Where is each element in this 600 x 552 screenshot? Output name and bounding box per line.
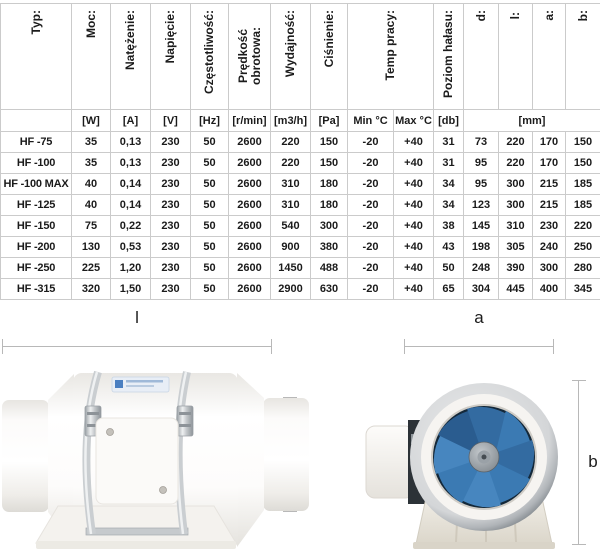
cell: 400 bbox=[533, 279, 566, 300]
cell: -20 bbox=[348, 216, 394, 237]
cell: 50 bbox=[191, 237, 229, 258]
cell: 2600 bbox=[229, 195, 271, 216]
cell: 230 bbox=[533, 216, 566, 237]
cell: 220 bbox=[271, 132, 311, 153]
cell: 150 bbox=[566, 153, 600, 174]
cell: -20 bbox=[348, 258, 394, 279]
screw-icon bbox=[160, 487, 167, 494]
cell: 180 bbox=[311, 195, 348, 216]
cell: 230 bbox=[151, 279, 191, 300]
column-header-typ-label: Typ: bbox=[28, 10, 43, 35]
screw-icon bbox=[107, 429, 114, 436]
cell: 230 bbox=[151, 258, 191, 279]
cell: -20 bbox=[348, 132, 394, 153]
cell: 230 bbox=[151, 132, 191, 153]
cell: 280 bbox=[566, 258, 600, 279]
cell-typ: HF -75 bbox=[1, 132, 72, 153]
cell: -20 bbox=[348, 279, 394, 300]
cell: 185 bbox=[566, 174, 600, 195]
column-header-moc-label: Moc: bbox=[83, 10, 98, 38]
cell: 50 bbox=[434, 258, 464, 279]
cell: 230 bbox=[151, 195, 191, 216]
column-header-b bbox=[566, 4, 600, 110]
column-header-d-label: d: bbox=[473, 10, 488, 22]
cell: 0,22 bbox=[111, 216, 151, 237]
column-header-a-label: a: bbox=[541, 10, 556, 21]
cell: 304 bbox=[464, 279, 499, 300]
table-row bbox=[1, 279, 600, 300]
cell: 50 bbox=[191, 279, 229, 300]
unit-cell-min: Min °C bbox=[348, 110, 394, 132]
column-header-czestotliwosc bbox=[191, 4, 229, 110]
cell: 2600 bbox=[229, 237, 271, 258]
column-header-predkosc bbox=[229, 4, 271, 110]
dimension-line-l bbox=[2, 346, 272, 347]
table-row bbox=[1, 132, 600, 153]
cell: 50 bbox=[191, 132, 229, 153]
cell: 1450 bbox=[271, 258, 311, 279]
column-header-a bbox=[533, 4, 566, 110]
cell: 230 bbox=[151, 237, 191, 258]
cell: 35 bbox=[72, 153, 111, 174]
cell: -20 bbox=[348, 153, 394, 174]
cell: 220 bbox=[271, 153, 311, 174]
cell: 0,13 bbox=[111, 132, 151, 153]
cell: 310 bbox=[271, 174, 311, 195]
unit-cell-a: [A] bbox=[111, 110, 151, 132]
cell: 31 bbox=[434, 153, 464, 174]
unit-cell-pa: [Pa] bbox=[311, 110, 348, 132]
cell: 0,53 bbox=[111, 237, 151, 258]
units-row bbox=[1, 110, 600, 132]
cell: 50 bbox=[191, 258, 229, 279]
cell: 150 bbox=[311, 132, 348, 153]
column-header-napiecie bbox=[151, 4, 191, 110]
cell: +40 bbox=[394, 174, 434, 195]
column-header-l-label: l: bbox=[508, 11, 522, 19]
column-header-napiecie-label: Napięcie: bbox=[163, 10, 177, 64]
cell: 2600 bbox=[229, 132, 271, 153]
cell: 145 bbox=[464, 216, 499, 237]
cell: 0,14 bbox=[111, 195, 151, 216]
cell: 215 bbox=[533, 174, 566, 195]
cell: 220 bbox=[499, 153, 533, 174]
cell: 75 bbox=[72, 216, 111, 237]
unit-cell-mm: [mm] bbox=[464, 110, 600, 132]
cell: 320 bbox=[72, 279, 111, 300]
cell: 630 bbox=[311, 279, 348, 300]
column-header-typ bbox=[1, 4, 72, 110]
cell: 310 bbox=[499, 216, 533, 237]
column-header-natezenie bbox=[111, 4, 151, 110]
cell: 1,50 bbox=[111, 279, 151, 300]
column-header-d bbox=[464, 4, 499, 110]
cell: 40 bbox=[72, 195, 111, 216]
cell: -20 bbox=[348, 195, 394, 216]
unit-cell-max: Max °C bbox=[394, 110, 434, 132]
cell: 250 bbox=[566, 237, 600, 258]
column-header-l bbox=[499, 4, 533, 110]
column-header-b-label: b: bbox=[575, 10, 590, 22]
cell: 305 bbox=[499, 237, 533, 258]
dimension-label-l: l bbox=[135, 308, 139, 327]
column-header-temp-pracy bbox=[348, 4, 434, 110]
cell: -20 bbox=[348, 174, 394, 195]
cell-typ: HF -100 bbox=[1, 153, 72, 174]
cell: 34 bbox=[434, 174, 464, 195]
dimension-label-a: a bbox=[474, 308, 484, 327]
cell: 95 bbox=[464, 174, 499, 195]
cell: +40 bbox=[394, 237, 434, 258]
cell: 225 bbox=[72, 258, 111, 279]
cell: 170 bbox=[533, 132, 566, 153]
cell: 300 bbox=[533, 258, 566, 279]
dimension-line-a bbox=[404, 346, 554, 347]
cell: 50 bbox=[191, 195, 229, 216]
column-header-cisnienie-label: Ciśnienie: bbox=[321, 10, 336, 68]
cell: 43 bbox=[434, 237, 464, 258]
cell: 2600 bbox=[229, 153, 271, 174]
column-header-natezenie-label: Natężenie: bbox=[123, 10, 137, 71]
cell: 65 bbox=[434, 279, 464, 300]
table-row bbox=[1, 174, 600, 195]
table-row bbox=[1, 258, 600, 279]
fan-label-sticker bbox=[112, 377, 169, 392]
cell: 300 bbox=[311, 216, 348, 237]
fan-right-duct bbox=[237, 373, 309, 547]
cell-typ: HF -250 bbox=[1, 258, 72, 279]
cell: 540 bbox=[271, 216, 311, 237]
table-row bbox=[1, 216, 600, 237]
cell: 73 bbox=[464, 132, 499, 153]
cell: 220 bbox=[566, 216, 600, 237]
cell: 50 bbox=[191, 174, 229, 195]
header-row bbox=[1, 4, 600, 110]
cell: 150 bbox=[566, 132, 600, 153]
column-header-predkosc-label: Prędkość obrotowa: bbox=[235, 27, 263, 85]
cell: +40 bbox=[394, 216, 434, 237]
cell: 300 bbox=[499, 195, 533, 216]
cell: 2600 bbox=[229, 258, 271, 279]
cell: 31 bbox=[434, 132, 464, 153]
cell: 2600 bbox=[229, 279, 271, 300]
cell: 445 bbox=[499, 279, 533, 300]
table-row bbox=[1, 195, 600, 216]
cell: 900 bbox=[271, 237, 311, 258]
cell: 38 bbox=[434, 216, 464, 237]
cell: 150 bbox=[311, 153, 348, 174]
cell: +40 bbox=[394, 195, 434, 216]
cell: 170 bbox=[533, 153, 566, 174]
cell-typ: HF -125 bbox=[1, 195, 72, 216]
fan-front-view-image bbox=[330, 360, 590, 552]
cell: 130 bbox=[72, 237, 111, 258]
cell: 230 bbox=[151, 153, 191, 174]
cell: 34 bbox=[434, 195, 464, 216]
cell: 230 bbox=[151, 216, 191, 237]
column-header-poziom-halasu-label: Poziom hałasu: bbox=[441, 10, 455, 99]
cell: 123 bbox=[464, 195, 499, 216]
unit-cell-w: [W] bbox=[72, 110, 111, 132]
dimension-label-b: b bbox=[588, 452, 598, 471]
cell: -20 bbox=[348, 237, 394, 258]
hub-screw-icon bbox=[482, 455, 487, 460]
cell: 390 bbox=[499, 258, 533, 279]
fan-junction-box bbox=[96, 418, 178, 504]
column-header-temp-pracy-label: Temp pracy: bbox=[383, 10, 397, 81]
cell: +40 bbox=[394, 258, 434, 279]
column-header-czestotliwosc-label: Częstotliwość: bbox=[202, 10, 216, 95]
fan-side-view-image bbox=[0, 360, 312, 552]
table-row bbox=[1, 153, 600, 174]
unit-cell-empty bbox=[1, 110, 72, 132]
cell: 2600 bbox=[229, 216, 271, 237]
cell: 300 bbox=[499, 174, 533, 195]
fan-mounting-bracket bbox=[36, 506, 236, 549]
cell-typ: HF -200 bbox=[1, 237, 72, 258]
cell-typ: HF -100 MAX bbox=[1, 174, 72, 195]
column-header-wydajnosc-label: Wydajność: bbox=[283, 10, 297, 78]
cell: 215 bbox=[533, 195, 566, 216]
cell: 180 bbox=[311, 174, 348, 195]
cell: +40 bbox=[394, 279, 434, 300]
cell: 220 bbox=[499, 132, 533, 153]
cell: 1,20 bbox=[111, 258, 151, 279]
cell: 230 bbox=[151, 174, 191, 195]
cell: +40 bbox=[394, 132, 434, 153]
column-header-moc bbox=[72, 4, 111, 110]
unit-cell-hz: [Hz] bbox=[191, 110, 229, 132]
cell: 50 bbox=[191, 216, 229, 237]
unit-cell-db: [db] bbox=[434, 110, 464, 132]
cell: 248 bbox=[464, 258, 499, 279]
cell: 345 bbox=[566, 279, 600, 300]
cell: 310 bbox=[271, 195, 311, 216]
cell: +40 bbox=[394, 153, 434, 174]
cell: 0,14 bbox=[111, 174, 151, 195]
table-row bbox=[1, 237, 600, 258]
cell: 185 bbox=[566, 195, 600, 216]
column-header-wydajnosc bbox=[271, 4, 311, 110]
cell: 198 bbox=[464, 237, 499, 258]
cell: 240 bbox=[533, 237, 566, 258]
unit-cell-v: [V] bbox=[151, 110, 191, 132]
unit-cell-m3h: [m3/h] bbox=[271, 110, 311, 132]
cell: 2600 bbox=[229, 174, 271, 195]
cell: 50 bbox=[191, 153, 229, 174]
cell: 2900 bbox=[271, 279, 311, 300]
cell: 95 bbox=[464, 153, 499, 174]
cell: 0,13 bbox=[111, 153, 151, 174]
spec-table bbox=[0, 3, 600, 300]
column-header-cisnienie bbox=[311, 4, 348, 110]
cell: 40 bbox=[72, 174, 111, 195]
cell: 35 bbox=[72, 132, 111, 153]
cell-typ: HF -150 bbox=[1, 216, 72, 237]
column-header-poziom-halasu bbox=[434, 4, 464, 110]
unit-cell-rmin: [r/min] bbox=[229, 110, 271, 132]
cell-typ: HF -315 bbox=[1, 279, 72, 300]
cell: 380 bbox=[311, 237, 348, 258]
cell: 488 bbox=[311, 258, 348, 279]
